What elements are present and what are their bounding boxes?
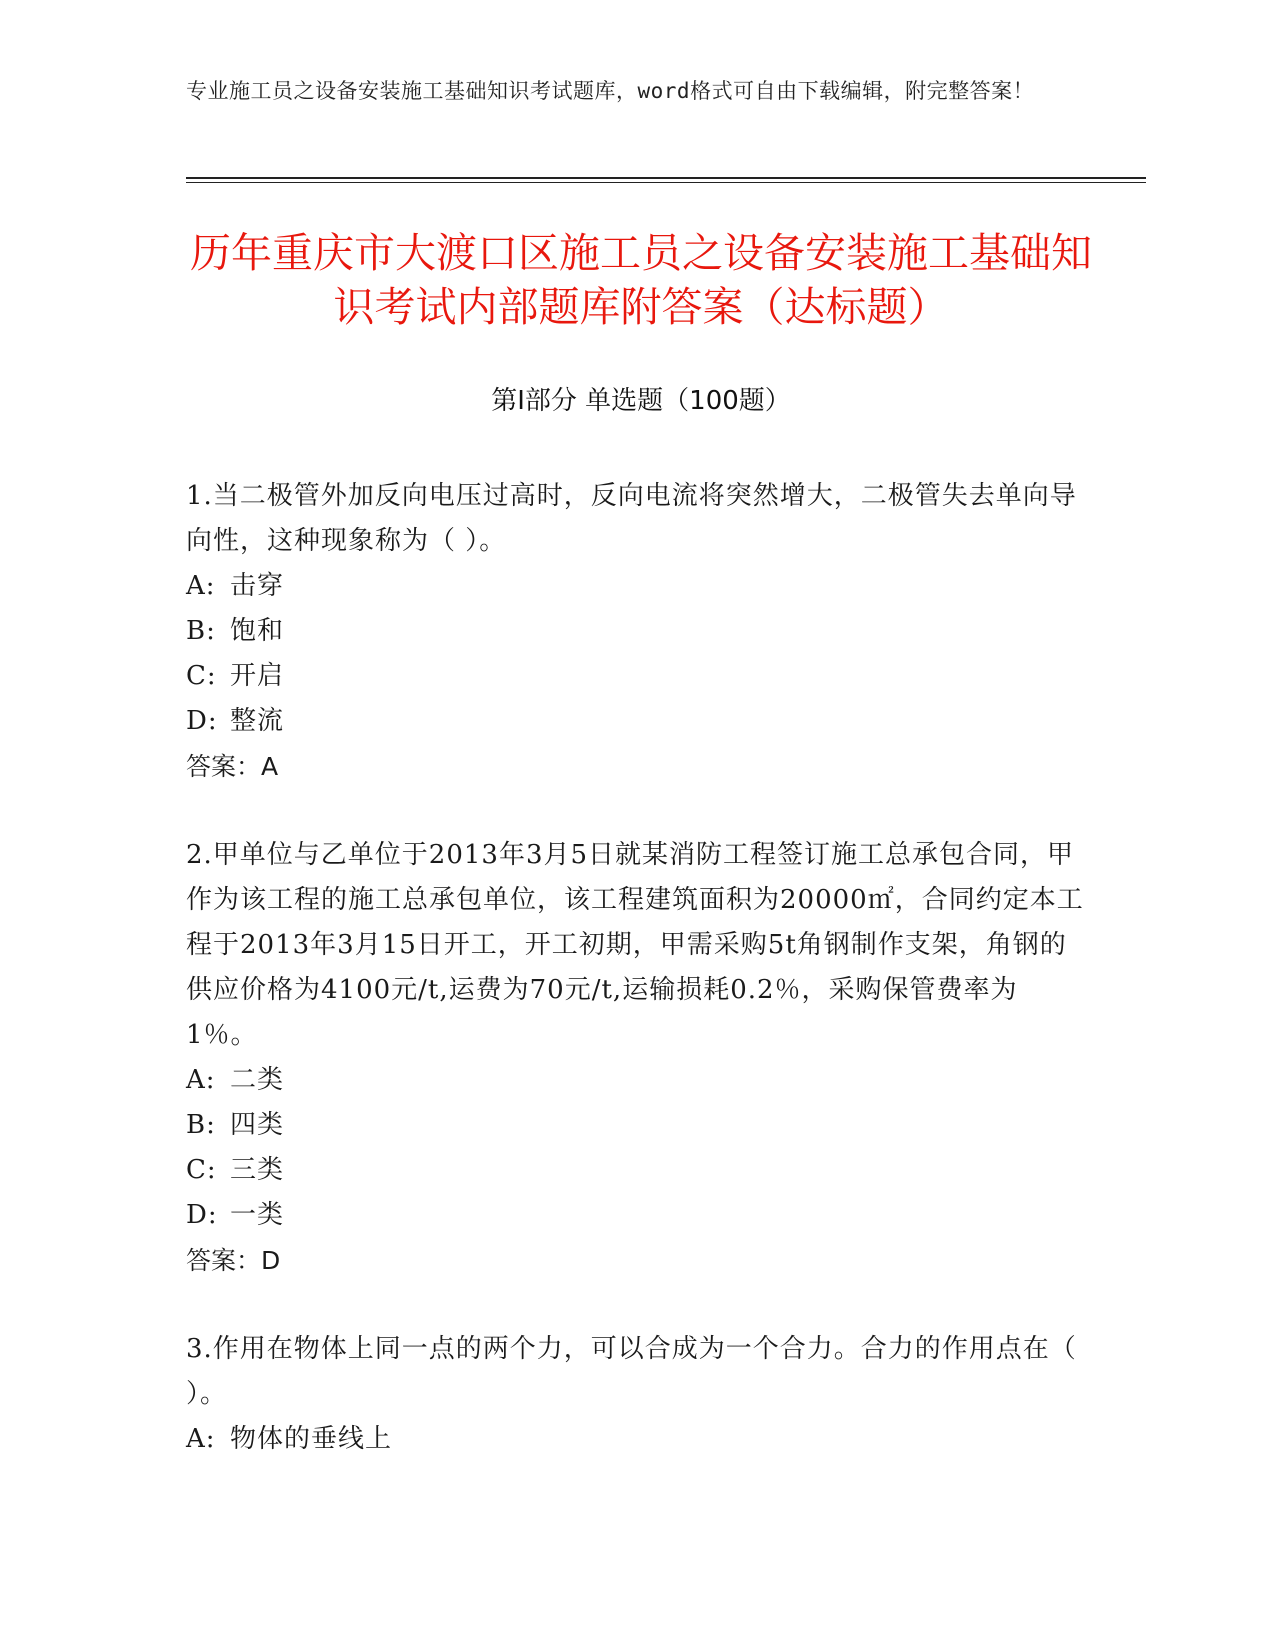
option-key: C: [186,1155,217,1185]
question-2 [186,833,1086,1283]
option-a [186,1058,1086,1103]
answer-line [186,744,1086,789]
option-key: A: [186,571,216,601]
option-text: 整流 [230,706,285,736]
option-text: 物体的垂线上 [230,1424,393,1454]
option-a [186,1417,1086,1462]
header-note: 专业施工员之设备安装施工基础知识考试题库，word格式可自由下载编辑，附完整答案！ [186,79,1035,103]
option-text: 饱和 [230,616,285,646]
answer-label: 答案： [186,752,262,781]
option-key: D: [186,1200,218,1230]
option-key: C: [186,661,217,691]
question-list [186,474,1086,1506]
option-b [186,609,1086,654]
question-text: 1.当二极管外加反向电压过高时，反向电流将突然增大，二极管失去单向导向性，这种现象称为（ ）。 [186,481,1077,556]
option-d [186,699,1086,744]
header-rule-thick [186,177,1146,179]
option-text: 开启 [230,661,285,691]
question-text: 2.甲单位与乙单位于2013年3月5日就某消防工程签订施工总承包合同，甲作为该工程的施工总承包单位，该工程建筑面积为20000㎡，合同约定本工程于2013年3月15日开工，开工初期，甲需采购5t角钢制作支架，角钢的供应价格为4100元/t,运费为70元/t,运输损耗0.2％，采购保管费率为1％。 [186,840,1084,1050]
answer-label: 答案： [186,1246,262,1275]
option-text: 击穿 [230,571,285,601]
option-d [186,1193,1086,1238]
answer-value: A [261,752,279,781]
option-key: A: [186,1065,216,1095]
document-title: 历年重庆市大渡口区施工员之设备安装施工基础知识考试内部题库附答案（达标题） [190,229,1092,331]
option-key: D: [186,706,218,736]
question-1 [186,474,1086,789]
option-b [186,1103,1086,1148]
option-text: 一类 [230,1200,285,1230]
option-text: 二类 [230,1065,285,1095]
option-c [186,1148,1086,1193]
option-c [186,654,1086,699]
option-key: B: [186,616,216,646]
option-a [186,564,1086,609]
option-text: 四类 [230,1110,285,1140]
answer-line [186,1238,1086,1283]
option-key: A: [186,1424,216,1454]
option-text: 三类 [230,1155,285,1185]
answer-value: D [261,1246,281,1275]
question-3 [186,1327,1086,1462]
question-text: 3.作用在物体上同一点的两个力，可以合成为一个合力。合力的作用点在（ ）。 [186,1334,1077,1409]
header-rule-thin [186,182,1146,183]
section-heading: 第Ⅰ部分 单选题（100题） [491,386,791,416]
option-key: B: [186,1110,216,1140]
